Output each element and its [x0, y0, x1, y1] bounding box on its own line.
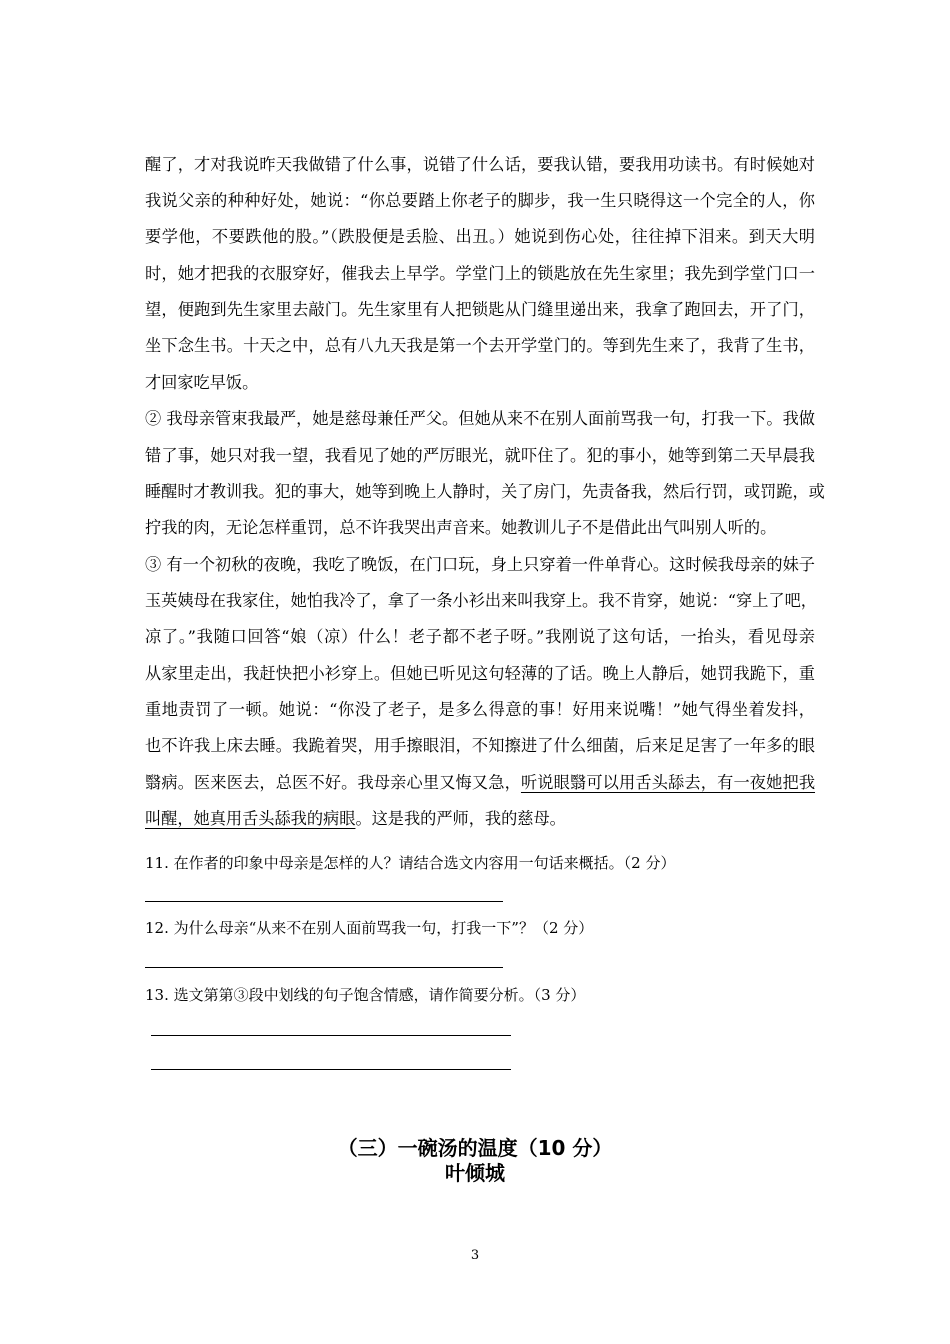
passage-line: 坐下念生书。十天之中，总有八九天我是第一个去开学堂门的。等到先生来了，我背了生书，: [145, 336, 815, 355]
question-13: 13. 选文第第③段中划线的句子饱含情感，请作简要分析。（3 分）: [145, 986, 586, 1004]
section-title: （三）一碗汤的温度（10 分）: [337, 1136, 613, 1160]
passage-line: 醒了，才对我说昨天我做错了什么事，说错了什么话，要我认错，要我用功读书。有时候她对: [145, 155, 815, 174]
underlined-sentence: 叫醒，她真用舌头舔我的病眼: [145, 809, 356, 828]
answer-line-11[interactable]: [145, 901, 503, 902]
page-number: 3: [470, 1248, 480, 1263]
author-name: 叶倾城: [445, 1161, 505, 1185]
answer-line-13a[interactable]: [151, 1035, 511, 1036]
passage-line: 重地责罚了一顿。她说：“你没了老子，是多么得意的事！好用来说嘴！”她气得坐着发抖，: [145, 700, 815, 719]
passage-line: 才回家吃早饭。: [145, 373, 259, 392]
passage-line: 睡醒时才教训我。犯的事大，她等到晚上人静时，关了房门，先责备我，然后行罚，或罚跪，或: [145, 482, 825, 501]
passage-line: 拧我的肉，无论怎样重罚，总不许我哭出声音来。她教训儿子不是借此出气叫别人听的。: [145, 518, 777, 537]
answer-line-13b[interactable]: [151, 1069, 511, 1070]
question-12: 12. 为什么母亲“从来不在别人面前骂我一句，打我一下”？（2 分）: [145, 919, 594, 937]
passage-line: 玉英姨母在我家住，她怕我冷了，拿了一条小衫出来叫我穿上。我不肯穿，她说：“穿上了吧，: [145, 591, 817, 610]
passage-line: 也不许我上床去睡。我跪着哭，用手擦眼泪，不知擦进了什么细菌，后来足足害了一年多的眼: [145, 736, 815, 755]
answer-line-12[interactable]: [145, 967, 503, 968]
passage-text: 翳病。医来医去，总医不好。我母亲心里又悔又急，: [145, 773, 521, 792]
passage-line: [145, 807, 815, 831]
passage-line: ③ 有一个初秋的夜晚，我吃了晚饭，在门口玩，身上只穿着一件单背心。这时候我母亲的妹子: [145, 555, 815, 574]
passage-text: 。这是我的严师，我的慈母。: [355, 809, 566, 828]
underlined-sentence: 听说眼翳可以用舌头舔去，有一夜她把我: [520, 773, 816, 792]
question-11: 11. 在作者的印象中母亲是怎样的人？请结合选文内容用一句话来概括。（2 分）: [145, 854, 676, 872]
passage-line: 望，便跑到先生家里去敲门。先生家里有人把锁匙从门缝里递出来，我拿了跑回去，开了门，: [145, 300, 815, 319]
passage-line: 要学他，不要跌他的股。”（跌股便是丢脸、出丑。）她说到伤心处，往往掉下泪来。到天大明: [145, 227, 815, 246]
passage-line: ② 我母亲管束我最严，她是慈母兼任严父。但她从来不在别人面前骂我一句，打我一下。我做: [145, 409, 815, 428]
passage-line: 我说父亲的种种好处，她说：“你总要踏上你老子的脚步，我一生只晓得这一个完全的人，你: [145, 191, 815, 210]
passage-line: 从家里走出，我赶快把小衫穿上。但她已听见这句轻薄的了话。晚上人静后，她罚我跪下，重: [145, 664, 815, 683]
passage-line: [145, 771, 815, 795]
passage-line: 错了事，她只对我一望，我看见了她的严厉眼光，就吓住了。犯的事小，她等到第二天早晨我: [145, 446, 815, 465]
passage-line: 凉了。”我随口回答“娘（凉）什么！老子都不老子呀。”我刚说了这句话，一抬头，看见母亲: [145, 627, 815, 646]
passage-line: 时，她才把我的衣服穿好，催我去上早学。学堂门上的锁匙放在先生家里；我先到学堂门口一: [145, 264, 815, 283]
